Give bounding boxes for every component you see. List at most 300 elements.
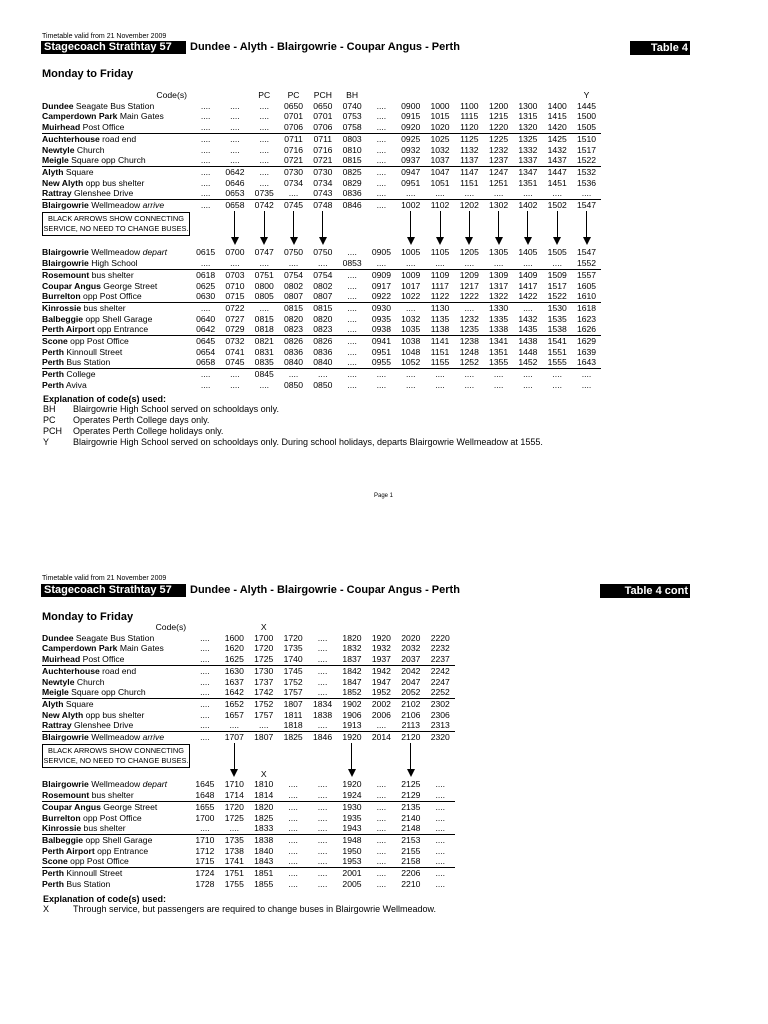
time-cell: 2237 — [430, 654, 450, 665]
stop-row — [42, 178, 601, 189]
time-cell: 1047 — [425, 166, 454, 177]
time-cell: 2140 — [401, 812, 421, 823]
time-cell: 1220 — [489, 122, 509, 133]
stop-name — [42, 643, 190, 654]
time-cell: 1447 — [543, 166, 572, 177]
time-cell: .... — [288, 812, 298, 823]
stop-town: Rosemount — [42, 790, 90, 801]
time-cell: 0650 — [313, 100, 333, 111]
time-cell: 2306 — [430, 709, 450, 720]
time-cell: 1629 — [572, 336, 601, 347]
stop-location: Aviva — [63, 379, 87, 390]
time-cell: 0741 — [225, 346, 245, 357]
explanation-text: Blairgowrie High School served on schooldays only. During school holidays, departs Blairgowrie Wellmeadow at 1555. — [73, 437, 543, 447]
time-cell: .... — [376, 111, 387, 122]
time-cell: .... — [190, 665, 219, 676]
time-cell: 1818 — [283, 720, 303, 731]
stop-name — [42, 720, 190, 731]
time-cell: .... — [435, 790, 446, 801]
stop-name — [42, 823, 190, 834]
time-cell: 0711 — [308, 133, 337, 144]
time-cell: 1752 — [249, 698, 278, 709]
time-cell: 1151 — [430, 346, 450, 357]
code-cell: PCH — [313, 90, 332, 100]
arrow-cell — [337, 743, 366, 780]
stop-row — [42, 111, 601, 122]
explanation-item — [43, 404, 543, 415]
time-cell: 0955 — [371, 357, 391, 368]
time-cell: 1906 — [342, 709, 362, 720]
time-cell: .... — [425, 369, 454, 380]
time-cell: 0835 — [254, 357, 274, 368]
code-cell — [308, 622, 337, 633]
time-cell: .... — [191, 166, 220, 177]
stop-row — [42, 687, 455, 698]
stop-town: Balbeggie — [42, 313, 84, 324]
stop-name — [42, 101, 191, 112]
time-cell: .... — [259, 100, 270, 111]
arrow-cell — [337, 211, 366, 248]
time-cell: .... — [493, 379, 504, 390]
time-cell: .... — [200, 122, 211, 133]
time-cell: 0853 — [342, 258, 362, 269]
time-cell: 0750 — [313, 247, 333, 258]
time-cell: 1141 — [425, 336, 454, 347]
time-cell: 0742 — [250, 200, 279, 211]
stop-town: Auchterhouse — [42, 133, 100, 144]
stop-name — [42, 710, 190, 721]
stop-location: Seagate Bus Station — [73, 632, 155, 643]
stop-location: road end — [99, 665, 137, 676]
arrow-cell — [484, 211, 513, 248]
time-cell: .... — [250, 133, 279, 144]
stop-town: Perth — [42, 346, 64, 357]
stop-row — [42, 281, 601, 292]
stop-town: Dundee — [42, 632, 74, 643]
time-cell: 1814 — [254, 790, 274, 801]
time-cell: 1741 — [224, 856, 244, 867]
stop-name — [42, 178, 191, 189]
down-arrow-icon — [493, 211, 505, 245]
stop-location: Square — [63, 698, 94, 709]
time-cell: .... — [200, 177, 211, 188]
stop-row — [42, 357, 601, 368]
stop-row — [42, 698, 455, 709]
time-cell: .... — [317, 687, 328, 698]
stop-row — [42, 801, 455, 812]
time-cell: 1920 — [342, 779, 362, 790]
time-cell: 0701 — [283, 111, 304, 122]
stop-name — [42, 790, 190, 801]
time-cell: 1120 — [460, 122, 479, 133]
time-cell: .... — [426, 868, 455, 879]
time-cell: 1643 — [576, 357, 597, 368]
stop-row — [42, 654, 455, 665]
explanation-code: X — [43, 904, 50, 914]
time-cell: 0747 — [254, 247, 274, 258]
time-cell: 1522 — [576, 155, 597, 166]
time-cell: 1217 — [459, 280, 479, 291]
time-cell: .... — [376, 779, 387, 790]
time-cell: .... — [435, 812, 446, 823]
time-cell: 1645 — [195, 779, 215, 790]
time-cell: .... — [455, 369, 484, 380]
time-cell: 1820 — [249, 801, 278, 812]
stop-location: road end — [99, 133, 137, 144]
day-heading: Monday to Friday — [42, 68, 134, 80]
stop-town: Perth — [42, 369, 64, 380]
time-cell: 1155 — [430, 357, 450, 368]
stop-name — [42, 111, 191, 122]
time-cell: .... — [376, 258, 387, 269]
time-cell: 1847 — [342, 676, 362, 687]
stop-location: bus shelter — [89, 790, 134, 801]
time-cell: 2020 — [401, 632, 421, 643]
time-cell: .... — [347, 379, 357, 390]
time-cell: 2220 — [430, 632, 450, 643]
time-cell: 0703 — [220, 269, 249, 280]
stop-row — [42, 677, 455, 688]
time-cell: .... — [367, 200, 396, 211]
stop-name — [42, 291, 191, 302]
time-cell: .... — [259, 177, 270, 188]
code-cell — [425, 90, 454, 101]
time-cell: 2313 — [430, 720, 450, 731]
time-cell: 0807 — [283, 291, 304, 302]
time-cell: .... — [493, 258, 504, 269]
time-cell: .... — [396, 302, 425, 313]
time-cell: 1347 — [513, 166, 542, 177]
time-cell: 0829 — [342, 177, 362, 188]
code-cell: X — [260, 768, 267, 779]
stop-location: Bus Station — [63, 357, 111, 368]
explanation-title: Explanation of code(s) used: — [43, 894, 167, 904]
time-cell: .... — [513, 302, 542, 313]
time-cell: .... — [200, 654, 210, 665]
time-cell: .... — [367, 133, 396, 144]
time-cell: .... — [200, 100, 211, 111]
time-cell: 1322 — [489, 291, 509, 302]
time-cell: 0653 — [225, 188, 245, 199]
time-cell: .... — [484, 369, 513, 380]
time-cell: 1530 — [543, 302, 572, 313]
time-cell: 1132 — [460, 144, 479, 155]
time-cell: 1843 — [254, 856, 274, 867]
time-cell: .... — [337, 269, 366, 280]
time-cell: 2135 — [396, 801, 425, 812]
time-cell: 0727 — [225, 313, 245, 324]
time-cell: 1834 — [308, 698, 337, 709]
time-cell: 1302 — [484, 200, 513, 211]
stop-row — [42, 145, 601, 156]
time-cell: 1025 — [425, 133, 454, 144]
time-cell: 1735 — [283, 643, 303, 654]
time-cell: 1948 — [337, 834, 366, 845]
stop-location: Glenshee Drive — [71, 188, 134, 199]
time-cell: .... — [464, 188, 475, 199]
time-cell: 0826 — [279, 336, 308, 347]
time-cell: 0840 — [283, 357, 304, 368]
time-cell: .... — [367, 166, 396, 177]
explanation-code: PCH — [43, 426, 63, 436]
stop-town: New Alyth — [42, 177, 84, 188]
time-cell: 0654 — [196, 346, 216, 357]
time-cell: 1122 — [430, 291, 450, 302]
time-cell: .... — [200, 379, 211, 390]
time-cell: 1626 — [576, 324, 597, 335]
stop-location: Church — [74, 676, 105, 687]
stop-town: Muirhead — [42, 122, 81, 133]
time-cell: 1517 — [576, 144, 597, 155]
time-cell: 1251 — [489, 177, 509, 188]
time-cell: 1630 — [220, 665, 249, 676]
time-cell: 0825 — [337, 166, 366, 177]
time-cell: 1355 — [489, 357, 509, 368]
stop-town: Kinrossie — [42, 823, 82, 834]
stop-location: Square — [63, 166, 94, 177]
time-cell: 1505 — [547, 247, 567, 258]
stop-town: Coupar Angus — [42, 801, 101, 812]
time-cell: 1837 — [342, 654, 362, 665]
table-label: Table 4 cont — [600, 584, 690, 598]
stop-row — [42, 155, 601, 166]
time-cell: 0951 — [401, 177, 421, 188]
stop-direction: arrive — [142, 732, 165, 743]
time-cell: 0935 — [371, 313, 391, 324]
stop-location: Wellmeadow — [88, 247, 143, 258]
stop-row — [42, 856, 455, 867]
stop-town: Auchterhouse — [42, 665, 100, 676]
time-cell: 1724 — [190, 868, 219, 879]
down-arrow-icon — [551, 211, 563, 245]
time-cell: .... — [230, 111, 240, 122]
time-cell: 1825 — [254, 812, 274, 823]
stop-row — [42, 188, 601, 199]
stop-location: Wellmeadow — [88, 779, 143, 790]
explanation-code: PC — [43, 415, 56, 425]
time-cell: .... — [200, 111, 211, 122]
time-cell: 0850 — [313, 379, 333, 390]
stop-town: Perth Airport — [42, 845, 95, 856]
stop-row — [42, 347, 601, 358]
stop-location: opp Shell Garage — [83, 313, 153, 324]
stop-name — [42, 247, 191, 258]
stop-row — [42, 790, 455, 801]
time-cell: 0658 — [220, 200, 249, 211]
time-cell: .... — [435, 379, 445, 390]
code-cell — [190, 622, 219, 633]
page-number: Page 1 — [374, 493, 394, 499]
time-cell: 0630 — [196, 291, 216, 302]
time-cell: 1505 — [576, 122, 597, 133]
time-cell: 0640 — [196, 313, 216, 324]
code-cell — [484, 90, 513, 101]
stop-row — [42, 166, 601, 177]
time-cell: .... — [435, 878, 446, 889]
time-cell: 0735 — [254, 188, 274, 199]
time-cell: .... — [308, 665, 337, 676]
time-cell: 2247 — [430, 676, 450, 687]
time-cell: .... — [435, 779, 446, 790]
time-cell: 1105 — [430, 247, 450, 258]
time-cell: 0734 — [283, 177, 304, 188]
down-arrow-icon — [288, 211, 300, 245]
time-cell: .... — [288, 845, 298, 856]
time-cell: 1657 — [224, 709, 244, 720]
time-cell: .... — [376, 155, 387, 166]
time-cell: .... — [347, 324, 357, 335]
time-cell: 1137 — [460, 155, 479, 166]
arrow-cell — [249, 743, 278, 780]
stop-row — [42, 314, 601, 325]
codes-label: Code(s) — [156, 90, 187, 100]
time-cell: .... — [317, 720, 328, 731]
time-cell: .... — [317, 790, 328, 801]
time-cell: 1215 — [489, 111, 509, 122]
codes-row — [42, 622, 455, 633]
stop-town: New Alyth — [42, 709, 84, 720]
time-cell: 1252 — [459, 357, 479, 368]
stop-town: Rosemount — [42, 269, 90, 280]
stop-location: opp bus shelter — [83, 709, 145, 720]
time-cell: 1852 — [342, 687, 362, 698]
time-cell: 1730 — [249, 665, 278, 676]
time-cell: 1415 — [547, 111, 567, 122]
time-cell: 1009 — [396, 269, 425, 280]
time-cell: 1840 — [254, 845, 274, 856]
stop-town: Burrelton — [42, 812, 81, 823]
time-cell: 2252 — [430, 687, 450, 698]
stop-location: High School — [88, 258, 138, 269]
explanation-section — [43, 394, 543, 448]
time-cell: 1452 — [518, 357, 538, 368]
stop-row — [42, 380, 601, 391]
stop-name — [42, 868, 190, 879]
time-cell: 0758 — [342, 122, 362, 133]
arrow-cell — [455, 211, 484, 248]
time-cell: 0836 — [283, 346, 304, 357]
time-cell: .... — [229, 720, 240, 731]
time-cell: 0807 — [313, 291, 333, 302]
time-cell: 1547 — [572, 200, 601, 211]
time-cell: 1642 — [224, 687, 244, 698]
stop-name — [42, 801, 190, 812]
stop-row — [42, 133, 601, 144]
time-cell: 0642 — [220, 166, 249, 177]
stop-town: Camperdown Park — [42, 643, 118, 654]
time-cell: 1538 — [547, 324, 567, 335]
arrow-cell — [425, 211, 454, 248]
time-cell: 1500 — [576, 111, 597, 122]
time-cell: 1832 — [342, 643, 362, 654]
time-cell: .... — [317, 878, 328, 889]
time-cell: .... — [250, 302, 279, 313]
time-cell: .... — [288, 779, 298, 790]
stop-name — [42, 347, 191, 358]
time-cell: .... — [308, 834, 337, 845]
time-cell: 0730 — [279, 166, 308, 177]
time-cell: 2014 — [367, 732, 396, 743]
time-cell: 0845 — [250, 369, 279, 380]
time-cell: 0922 — [371, 291, 391, 302]
time-cell: 0716 — [283, 144, 304, 155]
stop-name — [42, 813, 190, 824]
time-cell: 2042 — [396, 665, 425, 676]
time-cell: 1422 — [518, 291, 538, 302]
time-cell: .... — [347, 291, 357, 302]
time-cell: 0716 — [313, 144, 333, 155]
time-cell: 1902 — [337, 698, 366, 709]
stop-location: Seagate Bus Station — [73, 100, 155, 111]
down-arrow-icon — [346, 743, 358, 777]
explanation-list — [43, 904, 436, 915]
time-cell: .... — [279, 369, 308, 380]
stop-name — [42, 779, 190, 790]
time-cell: 0706 — [313, 122, 333, 133]
time-cell: 1130 — [425, 302, 454, 313]
time-cell: 0646 — [225, 177, 245, 188]
time-cell: 1032 — [401, 313, 421, 324]
time-cell: 0937 — [401, 155, 421, 166]
stop-row — [42, 336, 601, 347]
time-cell: 0846 — [337, 200, 366, 211]
time-cell: 2047 — [401, 676, 421, 687]
time-cell: 1855 — [254, 878, 274, 889]
stop-location: bus shelter — [89, 269, 134, 280]
time-cell: .... — [376, 878, 387, 889]
time-cell: 0701 — [313, 111, 333, 122]
time-cell: 1842 — [337, 665, 366, 676]
time-cell: 1720 — [220, 801, 249, 812]
time-cell: 1351 — [518, 177, 538, 188]
stop-name — [42, 336, 191, 347]
time-cell: 2102 — [396, 698, 425, 709]
time-cell: 0823 — [313, 324, 333, 335]
time-cell: .... — [308, 868, 337, 879]
arrow-cell — [572, 211, 601, 248]
time-cell: 1535 — [547, 313, 567, 324]
time-cell: 1755 — [224, 878, 244, 889]
time-cell: .... — [455, 302, 484, 313]
note-cell — [42, 743, 190, 780]
stop-location: bus shelter — [81, 302, 126, 313]
stop-row — [42, 868, 455, 879]
stop-name — [42, 200, 191, 211]
time-cell: 1838 — [313, 709, 333, 720]
arrow-cell — [220, 211, 249, 248]
time-cell: 1742 — [254, 687, 274, 698]
time-cell: 2148 — [401, 823, 421, 834]
explanation-item — [43, 415, 543, 426]
time-cell: 1202 — [455, 200, 484, 211]
time-cell: .... — [552, 188, 562, 199]
time-cell: 0815 — [308, 302, 337, 313]
arrow-cell — [191, 211, 220, 248]
time-cell: .... — [190, 732, 219, 743]
stop-town: Meigle — [42, 687, 69, 698]
time-cell: .... — [318, 258, 328, 269]
time-cell: 1937 — [371, 654, 391, 665]
time-cell: .... — [581, 188, 592, 199]
time-cell: 1552 — [576, 258, 597, 269]
time-cell: 2153 — [396, 834, 425, 845]
time-cell: 1551 — [547, 346, 567, 357]
explanation-code: Y — [43, 437, 50, 447]
time-cell: 2302 — [426, 698, 455, 709]
stop-name — [42, 324, 191, 335]
time-cell: 1639 — [576, 346, 597, 357]
time-cell: 1522 — [547, 291, 567, 302]
